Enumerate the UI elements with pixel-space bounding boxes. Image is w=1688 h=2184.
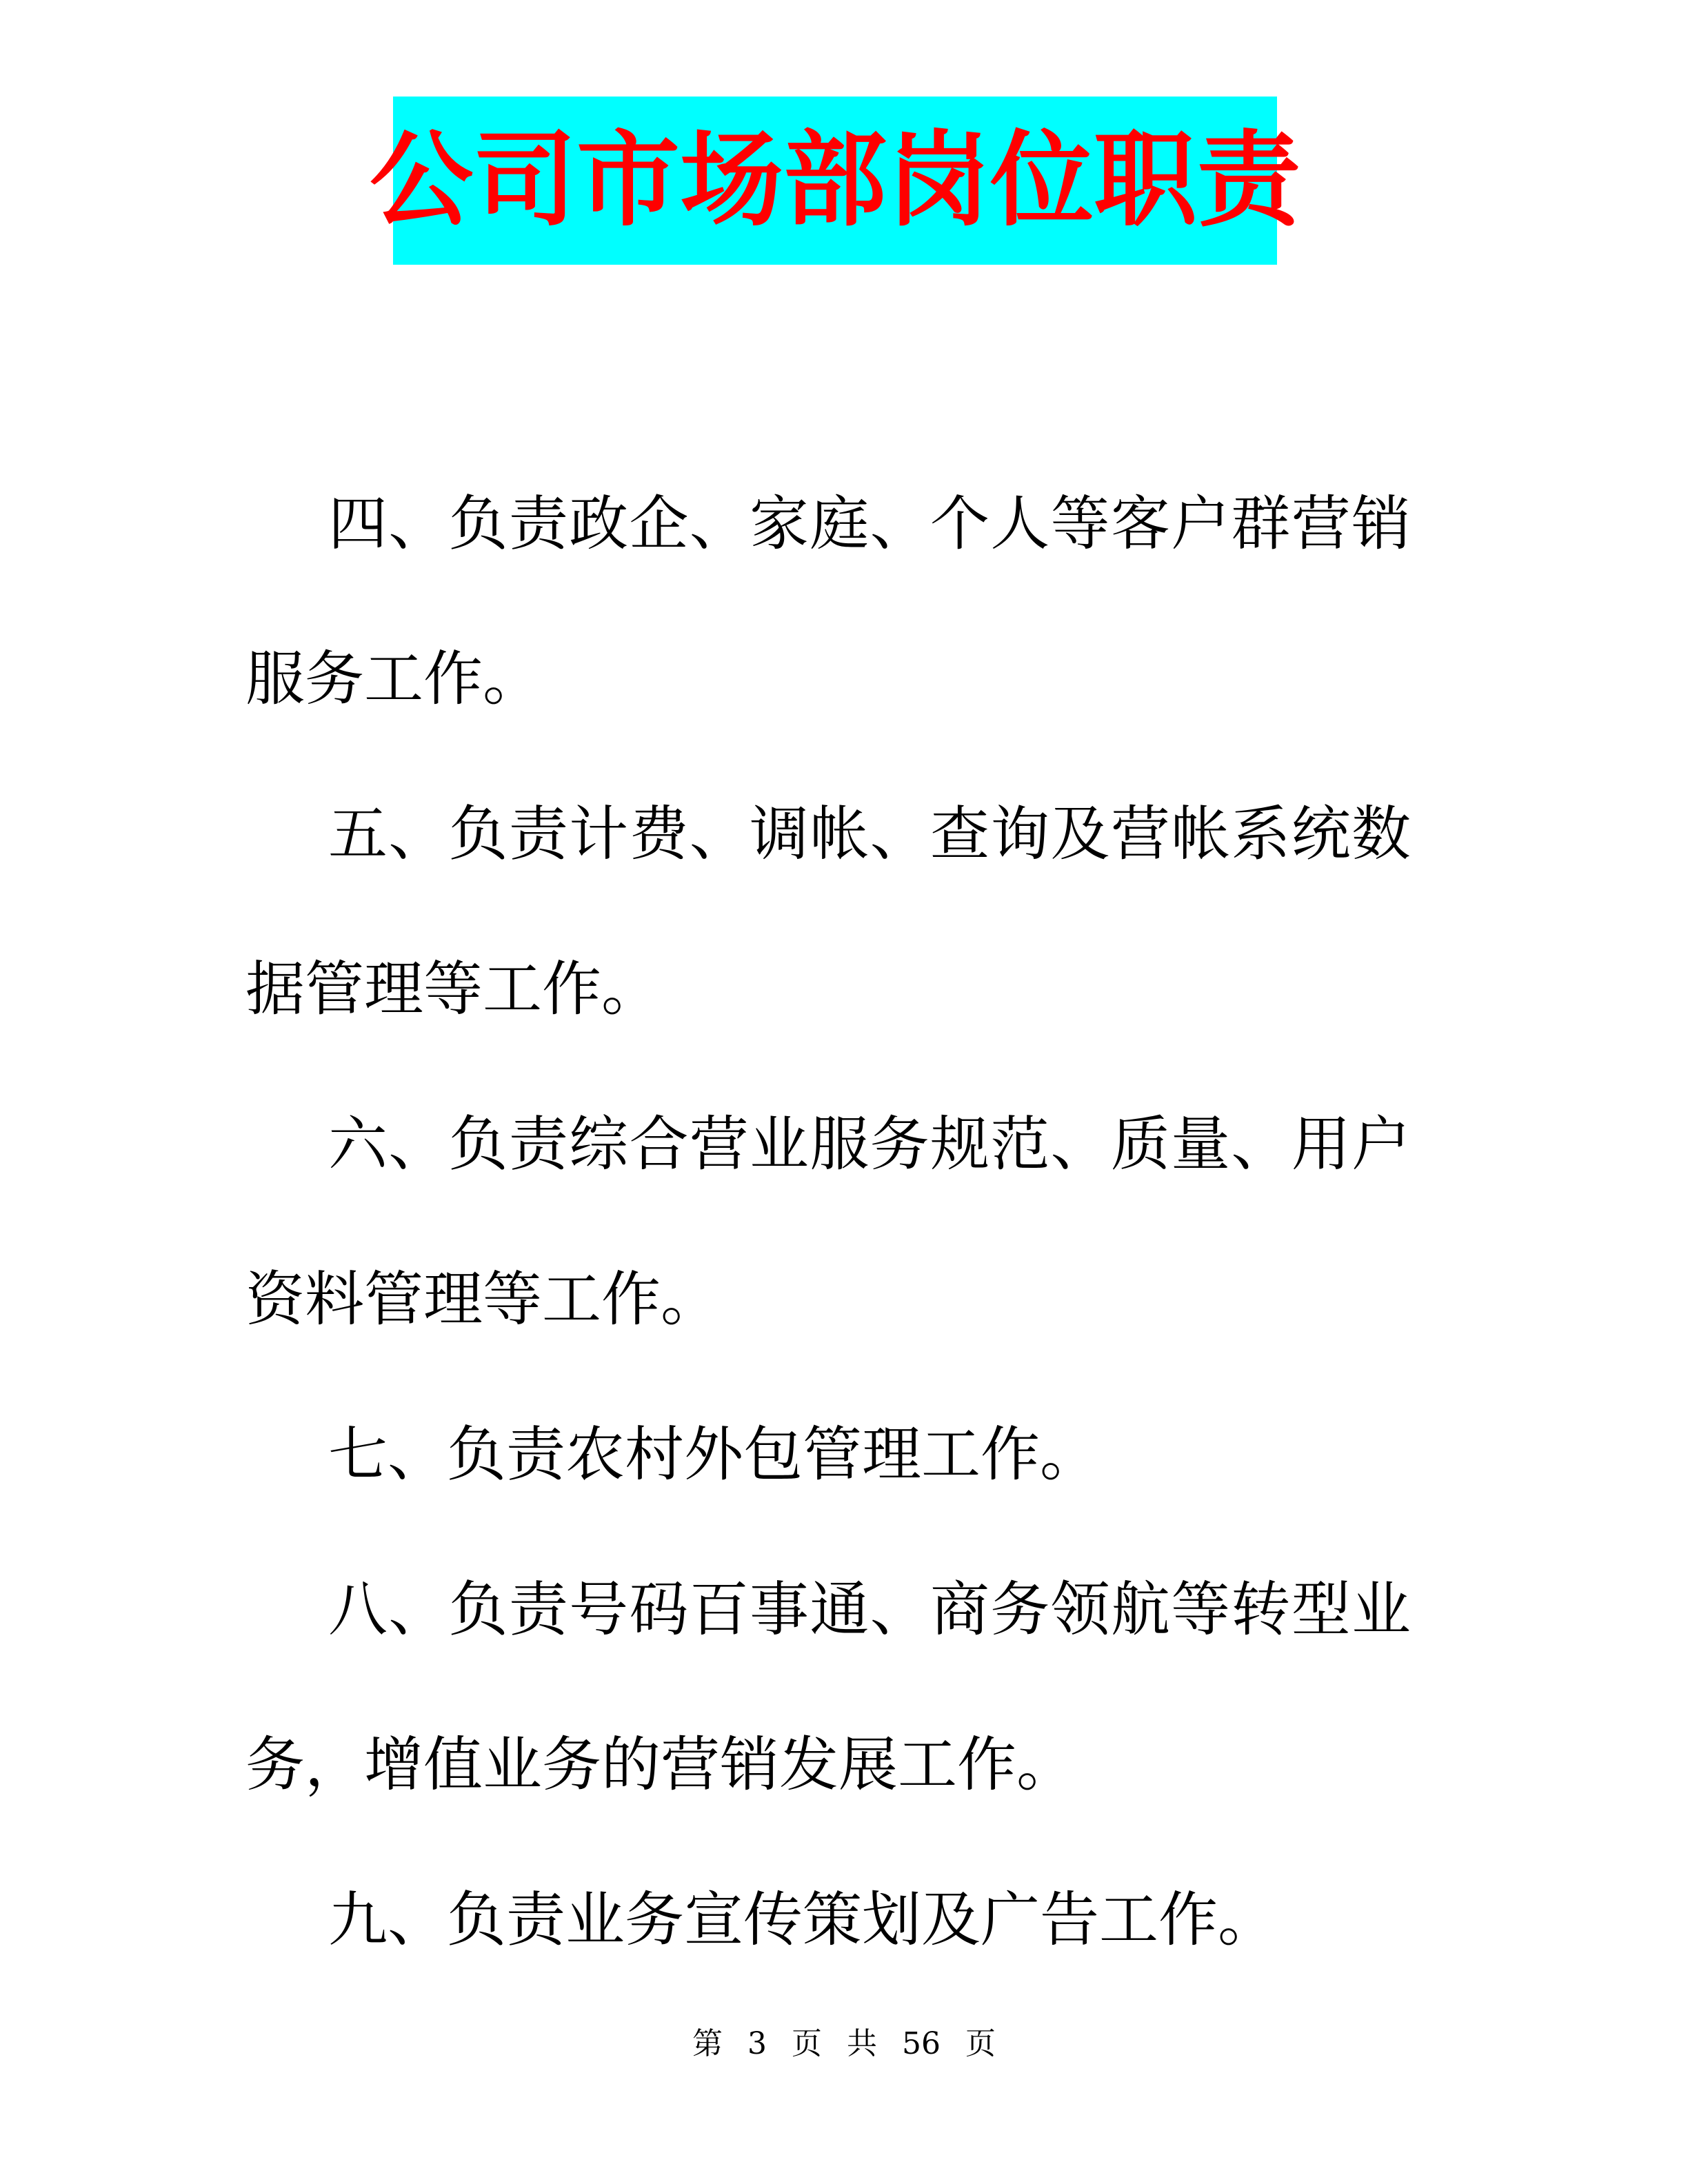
page-title: 公司市场部岗位职责 (370, 121, 1301, 241)
paragraph-item-8: 八、负责号码百事通、商务领航等转型业务，增值业务的营销发展工作。 (245, 1575, 1411, 1799)
title-banner (370, 97, 1301, 265)
paragraph-item-6: 六、负责综合营业服务规范、质量、用户资料管理等工作。 (245, 1110, 1411, 1334)
page-number-footer: 第 3 页 共 56 页 (692, 2026, 996, 2061)
document-body (245, 447, 1411, 1998)
paragraph-item-5: 五、负责计费、调帐、查询及营帐系统数据管理等工作。 (245, 800, 1411, 1024)
paragraph-item-9: 九、负责业务宣传策划及广告工作。 (328, 1885, 1277, 1954)
paragraph-item-7: 七、负责农村外包管理工作。 (328, 1420, 1099, 1489)
paragraph-item-4: 四、负责政企、家庭、个人等客户群营销服务工作。 (245, 489, 1411, 714)
